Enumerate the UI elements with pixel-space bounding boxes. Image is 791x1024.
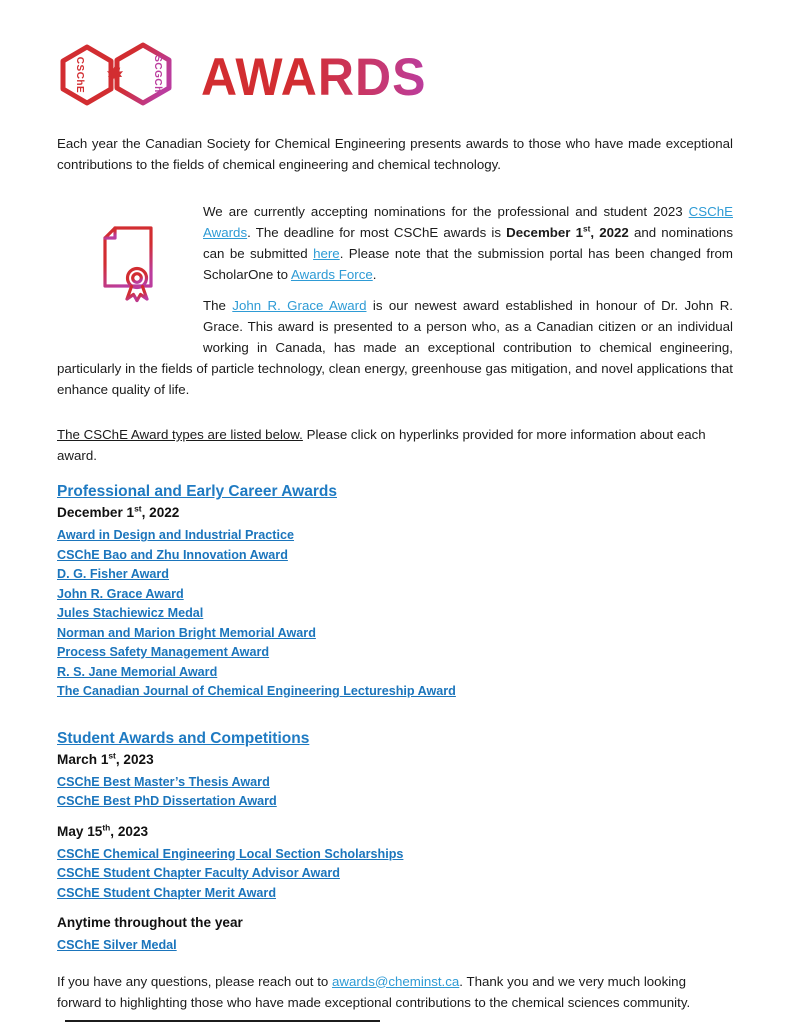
john-r-grace-award-link[interactable]: John R. Grace Award	[232, 298, 367, 313]
link-local-section-scholarships[interactable]: CSChE Chemical Engineering Local Section Scholarships	[57, 846, 404, 861]
link-student-chapter-merit-award[interactable]: CSChE Student Chapter Merit Award	[57, 885, 277, 900]
certificate-icon	[57, 201, 203, 349]
section-professional-awards	[57, 482, 733, 699]
csche-awards-logo	[57, 44, 733, 110]
hex-right-label: SCGCh	[152, 54, 163, 93]
link-jules-stachiewicz-medal[interactable]: Jules Stachiewicz Medal	[57, 606, 204, 620]
nominations-block	[57, 201, 733, 400]
grace-award-paragraph: The John R. Grace Award is our newest award established in honour of Dr. John R. Grace. This award is presented to a person who, as a Canadian citizen or an individual working in Canada, has made an exceptional contribution to chemical engineering, particularly in the fields of particle technology, clean energy, greenhouse gas mitigation, and novel applications that enhance quality of life.	[57, 298, 734, 397]
link-cjce-lectureship-award[interactable]: The Canadian Journal of Chemical Engineering Lectureship Award	[57, 684, 456, 698]
anytime-label: Anytime throughout the year	[57, 915, 243, 930]
csche-awards-link[interactable]: CSChE Awards	[203, 204, 733, 240]
footnote-separator-rule	[65, 1020, 380, 1022]
link-student-chapter-faculty-advisor-award[interactable]: CSChE Student Chapter Faculty Advisor Award	[57, 866, 340, 880]
footer-paragraph: If you have any questions, please reach out to awards@cheminst.ca. Thank you and we very much looking forward to highlighting those who have made exceptional contributions to the chemical sciences community.	[57, 973, 691, 1010]
csche-hexagon-logo-icon	[57, 42, 189, 113]
link-best-phd-dissertation-award[interactable]: CSChE Best PhD Dissertation Award	[57, 794, 277, 808]
link-norman-marion-bright-memorial-award[interactable]: Norman and Marion Bright Memorial Award	[57, 625, 316, 640]
submit-here-link[interactable]: here	[313, 246, 340, 261]
section-student-awards	[57, 729, 733, 953]
awards-email-link[interactable]: awards@cheminst.ca	[331, 973, 460, 989]
student-deadline-may: May 15th, 2023	[57, 821, 149, 839]
hex-left-label: CSChE	[74, 56, 85, 93]
awards-force-link[interactable]: Awards Force	[290, 267, 373, 282]
link-bao-zhu-innovation-award[interactable]: CSChE Bao and Zhu Innovation Award	[57, 547, 288, 562]
link-award-design-industrial-practice[interactable]: Award in Design and Industrial Practice	[57, 528, 295, 542]
link-rs-jane-memorial-award[interactable]: R. S. Jane Memorial Award	[57, 664, 218, 679]
link-best-masters-thesis-award[interactable]: CSChE Best Master’s Thesis Award	[57, 774, 270, 789]
link-dg-fisher-award[interactable]: D. G. Fisher Award	[57, 567, 169, 581]
professional-awards-heading: Professional and Early Career Awards	[57, 483, 337, 500]
nominations-paragraph: We are currently accepting nominations for the professional and student 2023 CSChE Awards. The deadline for most CSChE awards is December 1st, 2022 and nominations can be submitted here. Please note that the submission portal has been changed from ScholarOne to Awards Force.	[203, 204, 733, 282]
link-process-safety-management-award[interactable]: Process Safety Management Award	[57, 645, 270, 659]
award-types-note: The CSChE Award types are listed below. Please click on hyperlinks provided for more information about each award.	[57, 427, 706, 463]
awards-wordmark: AWARDS	[201, 47, 427, 107]
link-csche-silver-medal[interactable]: CSChE Silver Medal	[57, 938, 177, 952]
intro-paragraph: Each year the Canadian Society for Chemical Engineering presents awards to those who have made exceptional contributions to the fields of chemical engineering and chemical technology.	[57, 136, 733, 172]
student-deadline-march: March 1st, 2023	[57, 749, 154, 767]
link-john-r-grace-award[interactable]: John R. Grace Award	[57, 586, 184, 601]
professional-deadline: December 1st, 2022	[57, 503, 180, 520]
student-awards-heading: Student Awards and Competitions	[57, 729, 310, 747]
